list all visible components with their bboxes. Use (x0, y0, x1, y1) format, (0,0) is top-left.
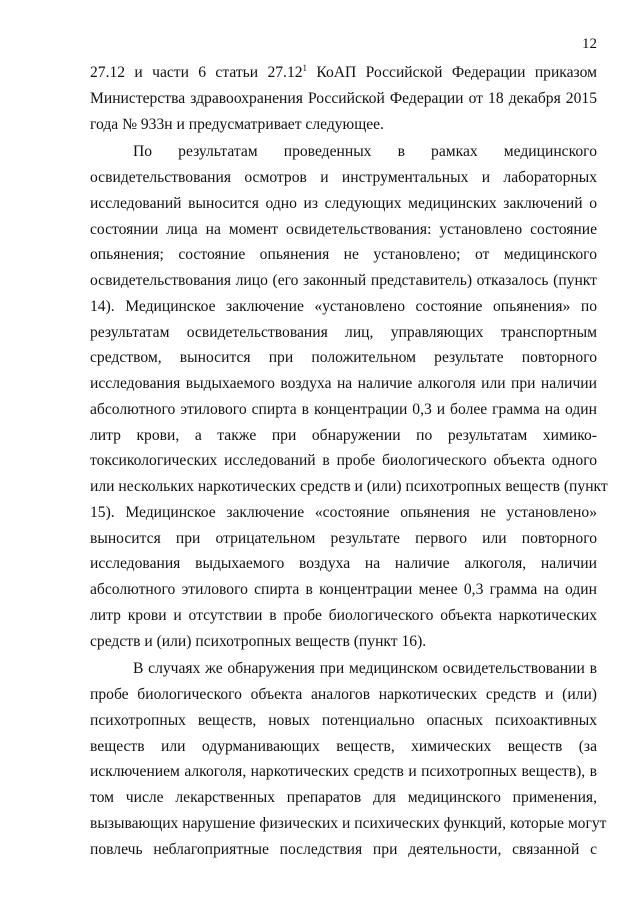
text-line: вызывающих нарушение физических и психических функций, которые могут (90, 814, 607, 832)
text-line: исследований выносится одно из следующих медицинских заключений о (90, 194, 597, 212)
text-line: литр крови, а также при обнаружении по результатам химико- (90, 426, 597, 444)
text-line: веществ или одурманивающих веществ, химических веществ (за (90, 737, 597, 755)
paragraph (90, 656, 607, 862)
text-line: результатам освидетельствования лиц, управляющих транспортным (90, 323, 597, 341)
text-line: опьянения; состояние опьянения не установлено; от медицинского (90, 246, 597, 264)
text-line: исследования выдыхаемого воздуха на наличие алкоголя или при наличии (90, 375, 597, 392)
text-run: 27.12 и части 6 статьи 27.12 (90, 64, 303, 81)
text-line: исследования выдыхаемого воздуха на наличие алкоголя, наличии (90, 555, 597, 573)
text-line: том числе лекарственных препаратов для медицинского применения, (90, 789, 597, 806)
text-line: пробе биологического объекта аналогов наркотических средств и (или) (90, 686, 597, 703)
text-line: абсолютного этилового спирта в концентрации менее 0,3 грамма на один (90, 581, 597, 598)
text-line: или нескольких наркотических средств и (или) психотропных веществ (пункт (90, 478, 608, 495)
text-line: средством, выносится при положительном результате повторного (90, 349, 597, 367)
text-line: года № 933н и предусматривает следующее. (90, 115, 384, 133)
text-line: литр крови и отсутствии в пробе биологического объекта наркотических (90, 606, 597, 624)
text-line: исключением алкоголя, наркотических средств и психотропных веществ), в (90, 763, 597, 781)
text-line: повлечь неблагоприятные последствия при деятельности, связанной с (90, 840, 597, 858)
text-line: абсолютного этилового спирта в концентрации 0,3 и более грамма на один (90, 400, 597, 418)
body-text (90, 60, 608, 862)
text-line (90, 60, 597, 86)
article-superscript: 1 (302, 63, 308, 73)
text-line: освидетельствования осмотров и инструментальных и лабораторных (90, 169, 597, 186)
text-line: состоянии лица на момент освидетельствования: установлено состояние (90, 220, 597, 238)
text-line: 14). Медицинское заключение «установлено состояние опьянения» по (90, 297, 597, 315)
text-line: 15). Медицинское заключение «состояние опьянения не установлено» (90, 503, 597, 521)
text-line: Министерства здравоохранения Российской Федерации от 18 декабря 2015 (90, 89, 597, 107)
text-run: КоАП Российской Федерации приказом (307, 64, 597, 81)
text-line: В случаях же обнаружения при медицинском освидетельствовании в (133, 660, 597, 678)
paragraph (90, 60, 597, 137)
text-line: психотропных веществ, новых потенциально опасных психоактивных (90, 711, 597, 729)
text-line: По результатам проведенных в рамках медицинского (133, 143, 597, 161)
page-number: 12 (582, 36, 597, 52)
paragraph (90, 139, 608, 654)
text-line: средств и (или) психотропных веществ (пункт 16). (90, 632, 427, 650)
text-line: освидетельствования лицо (его законный представитель) отказалось (пункт (90, 272, 597, 289)
text-line: токсикологических исследований в пробе биологического объекта одного (90, 452, 597, 470)
text-line: выносится при отрицательном результате первого или повторного (90, 529, 597, 547)
